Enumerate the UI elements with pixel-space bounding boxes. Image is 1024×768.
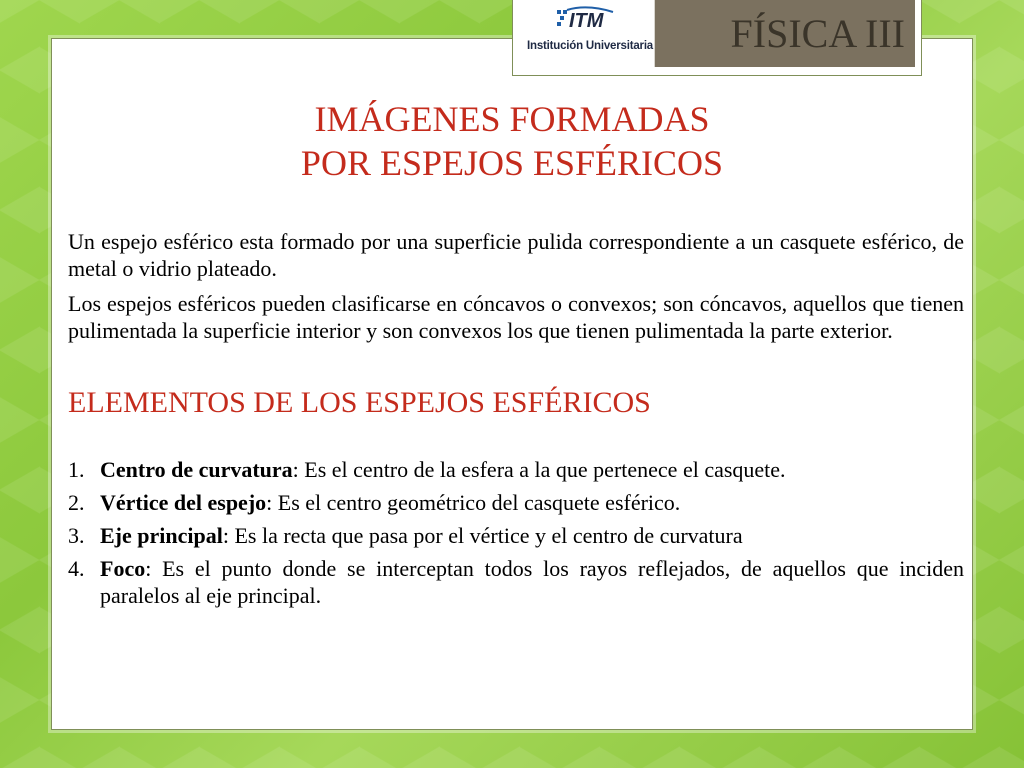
slide-title-line1: IMÁGENES FORMADAS: [314, 99, 710, 139]
list-term: Vértice del espejo: [100, 490, 267, 515]
svg-text:ITM: ITM: [569, 10, 604, 32]
list-number: 3.: [68, 523, 85, 548]
section-title: ELEMENTOS DE LOS ESPEJOS ESFÉRICOS: [68, 386, 651, 419]
classification-paragraph: Los espejos esféricos pueden clasificarse en cóncavos o convexos; son cóncavos, aquellos que tienen pulimentada la superficie interior y son convexos los que tienen pulimentada la parte exterior.: [68, 291, 964, 343]
list-text: : Es la recta que pasa por el vértice y el centro de curvatura: [222, 523, 743, 548]
list-item-body: [100, 456, 964, 483]
institution-logo: [519, 0, 655, 67]
list-number: 2.: [68, 490, 85, 515]
list-item: [68, 489, 964, 516]
list-item-body: [100, 555, 964, 609]
header-banner: [512, 0, 922, 76]
slide-title: [51, 97, 973, 185]
intro-paragraph: Un espejo esférico esta formado por una superficie pulida correspondiente a un casquete esférico, de metal o vidrio plateado.: [68, 229, 964, 281]
slide-title-line2: POR ESPEJOS ESFÉRICOS: [300, 143, 724, 183]
list-term: Centro de curvatura: [100, 457, 293, 482]
list-text: : Es el centro geométrico del casquete esférico.: [266, 490, 681, 515]
list-item: [68, 522, 964, 549]
slide-content: [68, 228, 964, 615]
itm-logo-icon: [557, 6, 617, 32]
list-item: [68, 456, 964, 483]
list-text: : Es el punto donde se interceptan todos los rayos reflejados, de aquellos que inciden paralelos al eje principal.: [100, 556, 964, 608]
list-number: 4.: [68, 556, 85, 581]
list-term: Foco: [100, 556, 146, 581]
list-number: 1.: [68, 457, 85, 482]
course-title: FÍSICA III: [730, 11, 905, 56]
list-term: Eje principal: [100, 523, 223, 548]
institution-name: Institución Universitaria: [527, 40, 654, 52]
list-item-body: [100, 522, 964, 549]
list-item-body: [100, 489, 964, 516]
list-item: [68, 555, 964, 609]
list-text: : Es el centro de la esfera a la que pertenece el casquete.: [292, 457, 786, 482]
course-label-box: [655, 0, 915, 67]
